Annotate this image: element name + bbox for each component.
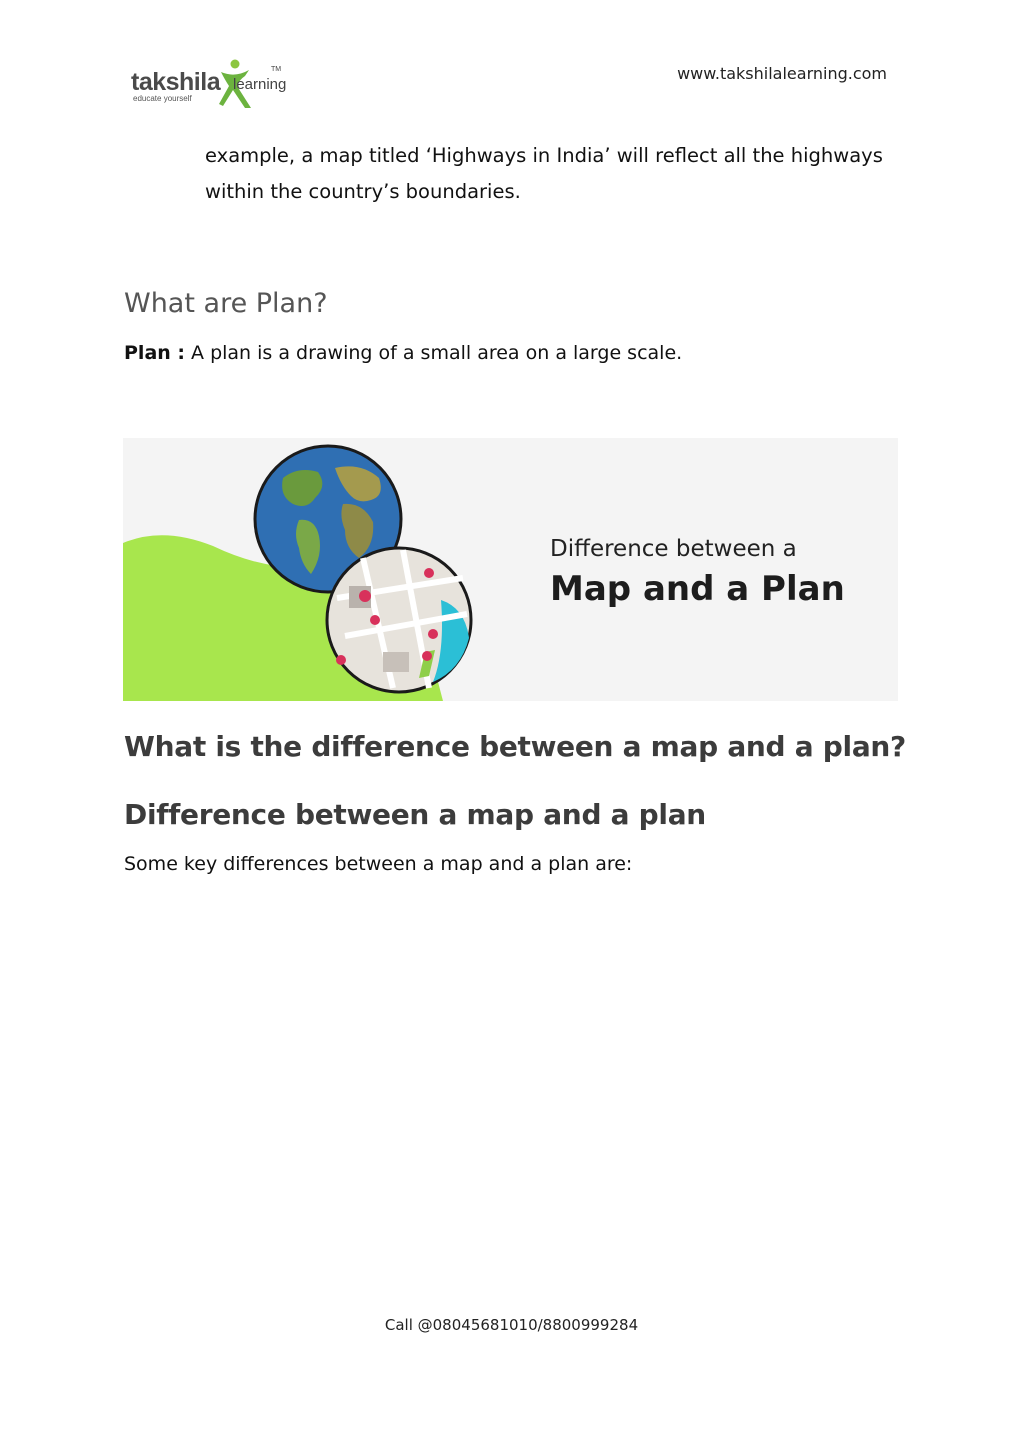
logo-brand: takshila	[131, 68, 221, 96]
takshila-logo	[131, 58, 291, 112]
paragraph-line: within the country’s boundaries.	[205, 180, 521, 203]
continued-paragraph	[205, 138, 910, 210]
logo-tagline: educate yourself	[133, 94, 192, 103]
banner-title-line2: Map and a Plan	[550, 569, 845, 609]
difference-heading: Difference between a map and a plan	[124, 798, 706, 831]
plan-term: Plan :	[124, 342, 185, 364]
map-vs-plan-banner	[123, 438, 898, 701]
logo-tm: TM	[271, 66, 282, 73]
paragraph-line: example, a map titled ‘Highways in India’ will reflect all the highways	[205, 144, 883, 167]
plan-heading: What are Plan?	[124, 288, 328, 319]
plan-definition	[124, 342, 682, 364]
city-map-icon	[327, 548, 471, 692]
logo-sub: learning	[233, 76, 287, 93]
intro-text: Some key differences between a map and a plan are:	[124, 853, 633, 875]
banner-title-line1: Difference between a	[550, 536, 797, 562]
site-url-link[interactable]: www.takshilalearning.com	[677, 64, 887, 83]
question-heading: What is the difference between a map and a plan?	[124, 730, 907, 763]
plan-definition-text: A plan is a drawing of a small area on a large scale.	[185, 342, 683, 364]
footer-contact: Call @08045681010/8800999284	[384, 1316, 639, 1334]
